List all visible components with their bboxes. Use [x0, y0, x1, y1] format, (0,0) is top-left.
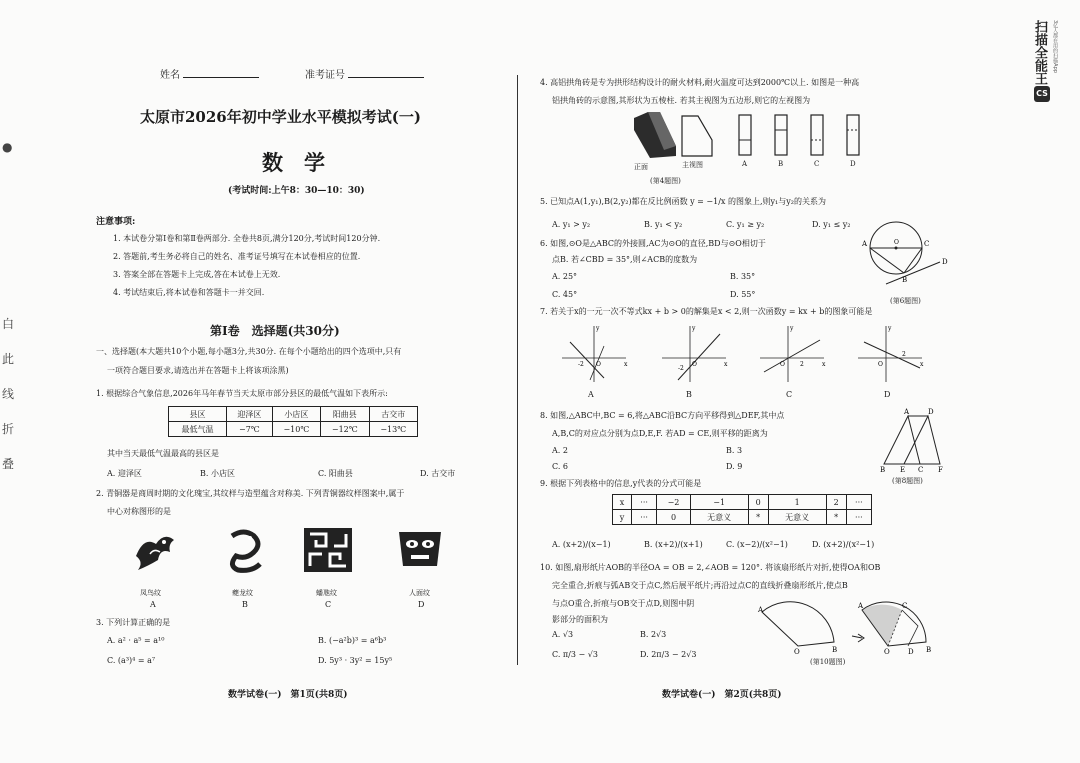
q1-option-a[interactable]: A. 迎泽区 [107, 469, 142, 478]
table-row [169, 407, 418, 422]
subject-title: 数 学 [262, 150, 325, 175]
q2-caption-d: 人面纹 [409, 589, 430, 597]
svg-text:y: y [692, 325, 696, 332]
binding-char: 此 [2, 352, 15, 366]
q10-fan-figure [758, 602, 938, 654]
svg-text:A: A [758, 606, 764, 614]
q6-option-a[interactable]: A. 25° [552, 272, 578, 281]
table-cell: ··· [632, 495, 657, 510]
svg-text:D: D [908, 648, 914, 656]
table-cell: −7℃ [227, 422, 273, 437]
table-cell: 古交市 [369, 407, 417, 422]
q4-letter-d: D [850, 160, 856, 168]
svg-text:y: y [596, 325, 600, 332]
scanner-tagline: 3亿人都在用的扫描App [1052, 20, 1058, 73]
id-underline[interactable] [348, 67, 424, 78]
q10-stem: 与点O重合,折痕与OB交于点D,则图中阴 [552, 599, 695, 608]
q3-option-c[interactable]: C. (a³)⁴ = a⁷ [107, 656, 156, 665]
q8-fig-caption: (第8题图) [892, 477, 923, 485]
svg-text:x: x [920, 361, 924, 368]
q1-option-b[interactable]: B. 小店区 [200, 469, 235, 478]
exam-time: (考试时间:上午8：30—10：30) [228, 186, 365, 196]
brick-3d-icon [630, 110, 680, 160]
table-cell: −12℃ [321, 422, 369, 437]
q6-option-c[interactable]: C. 45° [552, 290, 578, 299]
q4-main-view-label: 主视图 [682, 161, 703, 169]
notice-item: 4. 考试结束后,将本试卷和答题卡一并交回. [113, 288, 265, 297]
q10-option-d[interactable]: D. 2π/3 − 2√3 [640, 650, 697, 659]
binding-char: 折 [2, 422, 15, 436]
svg-text:B: B [902, 276, 908, 284]
svg-text:O: O [780, 361, 785, 368]
section-instruction: 一项符合题目要求,请选出并在答题卡上将该项涂黑) [107, 366, 289, 375]
table-cell: 0 [748, 495, 768, 510]
svg-text:C: C [902, 602, 908, 610]
svg-text:D: D [928, 408, 934, 416]
table-row [169, 422, 418, 437]
q4-stem: 4. 高铝拱角砖是专为拱形结构设计的耐火材料,耐火温度可达到2000℃以上. 如图是一种高 [540, 78, 860, 87]
table-cell: 阳曲县 [321, 407, 369, 422]
q1-option-d[interactable]: D. 古交市 [420, 469, 456, 478]
section-instruction: 一、选择题(本大题共10个小题,每小题3分,共30分. 在每个小题给出的四个选项中,只有 [96, 347, 402, 356]
q8-stem: A,B,C的对应点分别为点D,E,F. 若AD = CE,则平移的距离为 [552, 429, 768, 438]
q3-option-a[interactable]: A. a² · a⁵ = a¹⁰ [107, 636, 165, 645]
scanner-logo-icon: CS [1034, 86, 1050, 102]
q10-stem: 影部分的面积为 [552, 615, 608, 624]
q6-option-d[interactable]: D. 55° [730, 290, 756, 299]
svg-text:B: B [926, 646, 932, 654]
table-cell: 0 [657, 510, 691, 525]
q5-option-d[interactable]: D. y₁ ≤ y₂ [812, 220, 851, 229]
q2-caption-c: 蟠虺纹 [316, 589, 337, 597]
q8-option-d[interactable]: D. 9 [726, 462, 743, 471]
q4-option-a-view[interactable] [738, 114, 752, 156]
id-field [305, 66, 424, 81]
human-face-pattern-icon [395, 526, 445, 572]
q2-option-c[interactable]: C [325, 600, 332, 609]
svg-text:C: C [924, 240, 930, 248]
q6-circle-figure [858, 220, 948, 290]
table-cell: −13℃ [369, 422, 417, 437]
q6-option-b[interactable]: B. 35° [730, 272, 756, 281]
table-row [613, 510, 872, 525]
notice-item: 3. 答案全部在答题卡上完成,答在本试卷上无效. [113, 270, 281, 279]
q4-letter-a: A [742, 160, 748, 168]
svg-text:x: x [822, 361, 826, 368]
q5-option-a[interactable]: A. y₁ > y₂ [552, 220, 591, 229]
table-cell: ··· [632, 510, 657, 525]
q3-option-b[interactable]: B. (−a²b)³ = a⁶b³ [318, 636, 387, 645]
q2-caption-b: 夔龙纹 [232, 589, 253, 597]
q1-question: 其中当天最低气温最高的县区是 [107, 449, 219, 458]
page-footer: 数学试卷(一) 第2页(共8页) [662, 690, 782, 700]
page-divider [517, 75, 518, 665]
q2-caption-a: 凤鸟纹 [140, 589, 161, 597]
q1-stem: 1. 根据综合气象信息,2026年马年春节当天太原市部分县区的最低气温如下表所示: [96, 389, 388, 398]
svg-text:E: E [900, 466, 906, 474]
q2-option-a[interactable]: A [150, 600, 156, 609]
q4-letter-c: C [814, 160, 820, 168]
name-underline[interactable] [183, 67, 259, 78]
svg-text:O: O [596, 361, 601, 368]
binding-dot-icon: ● [2, 140, 13, 154]
q10-option-c[interactable]: C. π/3 − √3 [552, 650, 598, 659]
svg-text:F: F [938, 466, 943, 474]
q7-option-c-graph[interactable] [758, 322, 828, 384]
q2-option-b[interactable]: B [242, 600, 248, 609]
kui-dragon-pattern-icon [222, 526, 268, 574]
svg-text:x: x [724, 361, 728, 368]
q10-stem: 10. 如图,扇形纸片AOB的半径OA = OB = 2,∠AOB = 120°. 将该扇形纸片对折,使得OA和OB [540, 563, 881, 572]
phoenix-pattern-icon [130, 526, 180, 574]
svg-text:-2: -2 [678, 365, 684, 372]
table-cell: 最低气温 [169, 422, 227, 437]
q9-value-table [612, 494, 872, 525]
q10-option-a[interactable]: A. √3 [552, 630, 574, 639]
q2-stem: 中心对称图形的是 [107, 507, 171, 516]
table-cell: ··· [846, 510, 871, 525]
q7-letter-d: D [884, 390, 891, 399]
table-cell: x [613, 495, 632, 510]
svg-text:B: B [832, 646, 838, 654]
svg-text:O: O [884, 648, 890, 656]
table-cell: 迎泽区 [227, 407, 273, 422]
svg-text:B: B [880, 466, 886, 474]
table-cell: −2 [657, 495, 691, 510]
q8-option-a[interactable]: A. 2 [552, 446, 568, 455]
q1-option-c[interactable]: C. 阳曲县 [318, 469, 353, 478]
q7-letter-b: B [686, 390, 692, 399]
table-cell: 无意义 [768, 510, 826, 525]
q2-option-d[interactable]: D [418, 600, 425, 609]
name-field [160, 66, 259, 81]
q8-stem: 8. 如图,△ABC中,BC = 6,将△ABC沿BC方向平移得到△DEF,其中点 [540, 411, 785, 420]
q3-stem: 3. 下列计算正确的是 [96, 618, 171, 627]
q10-option-b[interactable]: B. 2√3 [640, 630, 667, 639]
q4-front-label: 正面 [634, 163, 648, 171]
q5-option-c[interactable]: C. y₁ ≥ y₂ [726, 220, 765, 229]
q4-fig-caption: (第4题图) [650, 177, 681, 185]
svg-text:x: x [624, 361, 628, 368]
q9-option-a[interactable]: A. (x+2)/(x−1) [552, 540, 611, 549]
svg-text:O: O [878, 361, 883, 368]
svg-text:O: O [794, 648, 800, 656]
svg-text:A: A [904, 408, 910, 416]
q7-option-d-graph[interactable] [856, 322, 926, 384]
q4-letter-b: B [778, 160, 784, 168]
q7-stem: 7. 若关于x的一元一次不等式kx + b > 0的解集是x < 2,则一次函数y = kx + b的图象可能是 [540, 307, 873, 316]
scanner-brand: 扫描全能王 [1032, 20, 1047, 85]
section-title: 第Ⅰ卷 选择题(共30分) [210, 324, 340, 338]
notice-item: 1. 本试卷分第Ⅰ卷和第Ⅱ卷两部分. 全卷共8页,满分120分,考试时间120分钟. [113, 234, 381, 243]
table-cell: 县区 [169, 407, 227, 422]
binding-char: 叠 [2, 457, 15, 471]
svg-text:y: y [790, 325, 794, 332]
q4-option-d-view[interactable] [846, 114, 860, 156]
id-label: 准考证号 [305, 70, 345, 81]
q5-stem: 5. 已知点A(1,y₁),B(2,y₂)都在反比例函数 y = −1/x 的图象上,则y₁与y₂的关系为 [540, 197, 826, 206]
q4-option-b-view[interactable] [774, 114, 788, 156]
table-cell: −1 [690, 495, 748, 510]
q3-option-d[interactable]: D. 5y³ · 3y² = 15y⁵ [318, 656, 393, 665]
q7-letter-c: C [786, 390, 793, 399]
q2-stem: 2. 青铜器是商周时期的文化瑰宝,其纹样与造型蕴含对称美. 下列青铜器纹样图案中,属于 [96, 489, 405, 498]
svg-text:O: O [692, 361, 697, 368]
q8-option-c[interactable]: C. 6 [552, 462, 569, 471]
table-cell: −10℃ [272, 422, 320, 437]
coiled-serpent-pattern-icon [302, 526, 354, 574]
table-cell: * [748, 510, 768, 525]
svg-text:O: O [894, 239, 899, 246]
table-row [613, 495, 872, 510]
q9-stem: 9. 根据下列表格中的信息,y代表的分式可能是 [540, 479, 702, 488]
q9-option-c[interactable]: C. (x−2)/(x²−1) [726, 540, 788, 549]
table-cell: 1 [768, 495, 826, 510]
svg-text:y: y [888, 325, 892, 332]
svg-text:C: C [918, 466, 924, 474]
q9-option-d[interactable]: D. (x+2)/(x²−1) [812, 540, 875, 549]
q4-stem: 铝拱角砖的示意图,其形状为五棱柱. 若其主视图为五边形,则它的左视图为 [552, 96, 811, 105]
binding-char: 白 [2, 317, 15, 331]
page-1 [0, 0, 515, 763]
q4-option-c-view[interactable] [810, 114, 824, 156]
table-cell: y [613, 510, 632, 525]
q5-option-b[interactable]: B. y₁ < y₂ [644, 220, 683, 229]
notice-title: 注意事项: [96, 217, 136, 227]
page-footer: 数学试卷(一) 第1页(共8页) [228, 690, 348, 700]
q7-option-b-graph[interactable] [660, 322, 730, 384]
q6-stem: 点B. 若∠CBD = 35°,则∠ACB的度数为 [552, 255, 698, 264]
table-cell: * [826, 510, 846, 525]
q7-option-a-graph[interactable] [560, 322, 630, 384]
q7-letter-a: A [588, 390, 594, 399]
table-cell: 2 [826, 495, 846, 510]
q8-translation-figure [876, 408, 956, 474]
q10-fig-caption: (第10题图) [810, 658, 846, 666]
q6-fig-caption: (第6题图) [890, 297, 921, 305]
svg-text:2: 2 [800, 361, 804, 368]
q6-stem: 6. 如图,⊙O是△ABC的外接圆,AC为⊙O的直径,BD与⊙O相切于 [540, 239, 766, 248]
svg-text:A: A [858, 602, 864, 610]
binding-char: 线 [2, 387, 15, 401]
q1-temperature-table [168, 406, 418, 437]
svg-text:D: D [942, 258, 948, 266]
page-2 [520, 0, 1080, 763]
q8-option-b[interactable]: B. 3 [726, 446, 743, 455]
table-cell: ··· [846, 495, 871, 510]
q9-option-b[interactable]: B. (x+2)/(x+1) [644, 540, 703, 549]
svg-text:A: A [862, 240, 868, 248]
name-label: 姓名 [160, 70, 180, 81]
q10-stem: 完全重合,折痕与弧AB交于点C,然后展平纸片;再沿过点C的直线折叠扇形纸片,使点B [552, 581, 848, 590]
q4-main-view-pentagon [680, 114, 716, 158]
exam-title: 太原市2026年初中学业水平模拟考试(一) [140, 108, 421, 126]
notice-item: 2. 答题前,考生务必将自己的姓名、准考证号填写在本试卷相应的位置. [113, 252, 361, 261]
table-cell: 小店区 [272, 407, 320, 422]
svg-text:2: 2 [902, 351, 906, 358]
table-cell: 无意义 [690, 510, 748, 525]
svg-text:-2: -2 [578, 361, 584, 368]
